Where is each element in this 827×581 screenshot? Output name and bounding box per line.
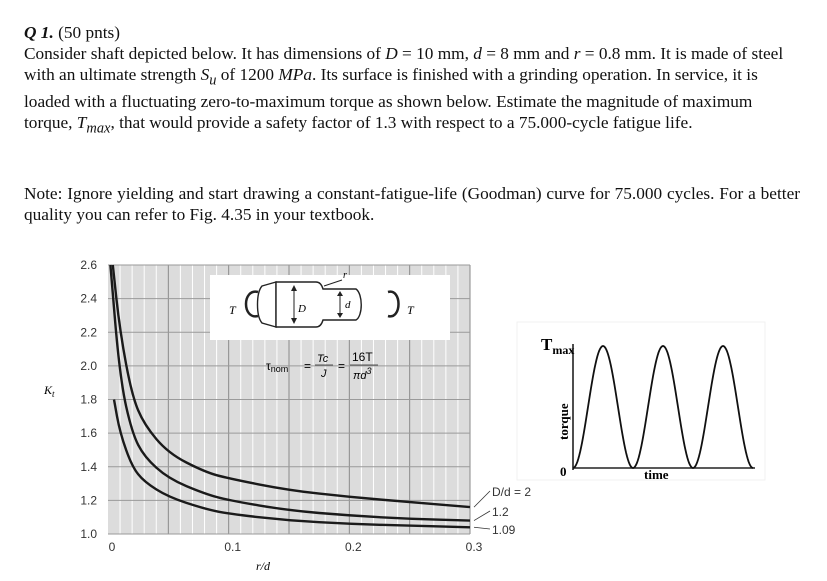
var-Tmax-sub: max [86, 120, 111, 137]
x-tick-label: 0.2 [344, 540, 362, 554]
formula-num2: 16T [352, 350, 373, 364]
series-leader [474, 527, 490, 529]
question-text: = 10 mm, [397, 44, 474, 63]
formula-tau: τnom [266, 359, 289, 374]
y-tick-label: 1.2 [80, 493, 97, 508]
series-label: D/d = 2 [492, 485, 532, 499]
y-axis-label: $K_t$ [44, 383, 55, 399]
y-tick-label: 1.6 [80, 426, 97, 441]
x-tick-label: 0.3 [465, 540, 483, 554]
var-r: r [573, 44, 581, 63]
series-leader [474, 491, 490, 507]
y-tick-label: 2.0 [80, 358, 97, 373]
formula-num1: Tc [317, 353, 329, 365]
tmax-label: $T_{max}$ [541, 335, 575, 357]
time-label: time [644, 467, 669, 482]
y-tick-label: 2.2 [80, 325, 97, 340]
question-text: of 1200 [216, 65, 279, 84]
series-label: 1.2 [492, 505, 509, 519]
var-Tmax: T [76, 113, 87, 133]
x-axis-label: r/d [256, 559, 271, 573]
question-text: = 0.8 mm. It is made of steel with an ultimate strength [24, 44, 784, 84]
dimension-D-label: D [298, 303, 306, 315]
question-number: Q 1. [24, 23, 54, 42]
y-tick-label: 1.8 [80, 392, 97, 407]
y-tick-label: 1.0 [80, 527, 97, 541]
question-text: = 8 mm and [481, 44, 574, 63]
formula-equals-1: = [304, 359, 312, 373]
x-tick-label: 0.1 [224, 540, 242, 554]
formula-equals-2: = [338, 359, 346, 373]
question-text: Consider shaft depicted below. It has dimensions of [24, 44, 386, 63]
torque-label-right: T [407, 303, 414, 317]
torque-time-plot [517, 322, 767, 482]
formula-den2: $\pi d^3$ [353, 366, 372, 382]
y-tick-label: 2.4 [80, 291, 97, 306]
torque-label-left: T [229, 303, 236, 317]
y-tick-label: 1.4 [80, 459, 97, 474]
shaft-large-section [258, 282, 277, 327]
var-Su: S [200, 65, 210, 84]
question-points: (50 pnts) [53, 23, 121, 42]
shaft-figure [210, 270, 450, 340]
y-tick-label: 2.6 [80, 258, 97, 272]
series-label: 1.09 [492, 523, 516, 537]
var-Su-sub: u [209, 72, 217, 89]
unit-MPa: MPa [278, 65, 312, 84]
dimension-d-label: d [345, 299, 351, 311]
zero-label: 0 [560, 464, 567, 479]
question-text: , that would provide a safety factor of 1.3 with respect to a 75.000-cycle fatigue life. [110, 113, 693, 133]
var-D: D [385, 44, 398, 63]
kt-chart [30, 258, 532, 578]
x-tick-label: 0 [108, 540, 116, 554]
question-text: . Its surface is finished with a grinding operation. In service, it is loaded with a fluctuating zero-to-maximum torque as shown below. Estimate the magnitude of maximum torque, [24, 65, 758, 133]
series-leader [474, 511, 490, 521]
note-paragraph: Note: Ignore yielding and start drawing a constant-fatigue-life (Goodman) curve for 75.000 cycles. For a better quality you can refer to Fig. 4.35 in your textbook. [24, 184, 800, 224]
var-d: d [473, 44, 482, 63]
torque-axis-label: torque [556, 403, 571, 440]
formula-den1: J [321, 368, 327, 380]
question-paragraph [24, 22, 800, 140]
radius-label: r [343, 270, 347, 281]
